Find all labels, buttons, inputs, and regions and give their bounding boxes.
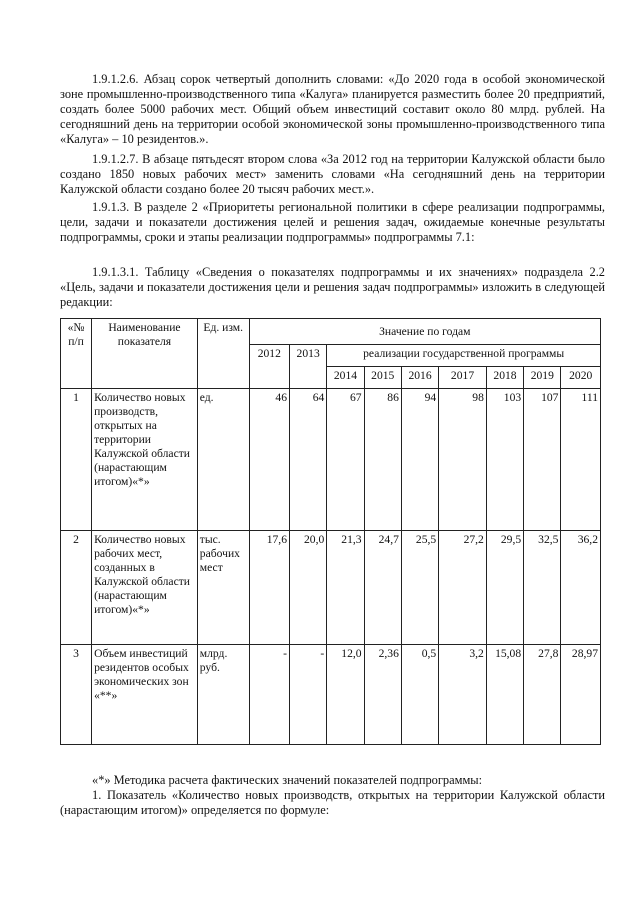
header-year-2017: 2017 — [439, 367, 487, 389]
paragraph-4: 1.9.1.3.1. Таблицу «Сведения о показателях подпрограммы и их значениях» подраздела 2.2 «Цель, задачи и показатели достижения цели и решения задач подпрограммы» изложить в следующей редакции: — [60, 265, 605, 309]
row-num: 2 — [61, 531, 92, 645]
footnote-1: «*» Методика расчета фактических значений показателей подпрограммы: — [92, 773, 483, 787]
row-name: Количество новых производств, открытых на территории Калужской области (нарастающим итогом)«*» — [92, 389, 198, 531]
table-row — [61, 531, 601, 645]
row-name: Количество новых рабочих мест, созданных в Калужской области (нарастающим итогом)«*» — [92, 531, 198, 645]
row-value: - — [290, 645, 327, 745]
row-value: 86 — [364, 389, 401, 531]
row-value: 28,97 — [561, 645, 601, 745]
row-value: 36,2 — [561, 531, 601, 645]
row-value: 27,8 — [524, 645, 561, 745]
row-value: 0,5 — [401, 645, 438, 745]
row-value: 25,5 — [401, 531, 438, 645]
header-num: «№ п/п — [61, 319, 92, 389]
indicators-table — [60, 318, 601, 745]
table-row — [61, 645, 601, 745]
row-num: 3 — [61, 645, 92, 745]
row-value: 17,6 — [249, 531, 289, 645]
row-value: 46 — [249, 389, 289, 531]
row-value: 27,2 — [439, 531, 487, 645]
row-value: 94 — [401, 389, 438, 531]
header-year-2013: 2013 — [290, 345, 327, 389]
row-unit: млрд. руб. — [197, 645, 249, 745]
row-value: 98 — [439, 389, 487, 531]
row-value: 15,08 — [486, 645, 523, 745]
footnote-2: 1. Показатель «Количество новых производств, открытых на территории Калужской области (нарастающим итогом)» определяется по формуле: — [60, 788, 605, 817]
row-value: 2,36 — [364, 645, 401, 745]
row-value: 107 — [524, 389, 561, 531]
row-value: - — [249, 645, 289, 745]
header-year-2015: 2015 — [364, 367, 401, 389]
table-row — [61, 389, 601, 531]
paragraph-1: 1.9.1.2.6. Абзац сорок четвертый дополнить словами: «До 2020 года в особой экономической зоне промышленно-производственного типа «Калуга» планируется разместить более 20 предприятий, создать более 5000 рабочих мест. Общий объем инвестиций составит около 80 млрд. рублей. На сегодняшний день на территории особой экономической зоны промышленно-производственного типа «Калуга» – 10 резидентов.». — [60, 72, 605, 146]
header-program: реализации государственной программы — [327, 345, 601, 367]
footnotes — [60, 773, 605, 818]
paragraph-2: 1.9.1.2.7. В абзаце пятьдесят втором слова «За 2012 год на территории Калужской области было создано 1850 новых рабочих мест» заменить словами «На сегодняшний день на территории Калужской области создано более 20 тысяч рабочих мест.». — [60, 152, 605, 196]
header-year-2019: 2019 — [524, 367, 561, 389]
row-value: 20,0 — [290, 531, 327, 645]
header-year-2012: 2012 — [249, 345, 289, 389]
header-values: Значение по годам — [249, 319, 600, 345]
row-unit: тыс. рабочих мест — [197, 531, 249, 645]
row-value: 111 — [561, 389, 601, 531]
row-value: 67 — [327, 389, 364, 531]
row-value: 64 — [290, 389, 327, 531]
row-name: Объем инвестиций резидентов особых экономических зон «**» — [92, 645, 198, 745]
row-value: 103 — [486, 389, 523, 531]
header-year-2016: 2016 — [401, 367, 438, 389]
header-unit: Ед. изм. — [197, 319, 249, 389]
header-year-2014: 2014 — [327, 367, 364, 389]
row-value: 24,7 — [364, 531, 401, 645]
paragraph-3: 1.9.1.3. В разделе 2 «Приоритеты региональной политики в сфере реализации подпрограммы, цели, задачи и показатели достижения целей и решения задач, ожидаемые конечные результаты подпрограммы, сроки и этапы реализации подпрограммы» подпрограммы 7.1: — [60, 200, 605, 244]
header-year-2020: 2020 — [561, 367, 601, 389]
header-name: Наименование показателя — [92, 319, 198, 389]
row-value: 29,5 — [486, 531, 523, 645]
header-year-2018: 2018 — [486, 367, 523, 389]
row-value: 32,5 — [524, 531, 561, 645]
row-num: 1 — [61, 389, 92, 531]
row-value: 3,2 — [439, 645, 487, 745]
row-unit: ед. — [197, 389, 249, 531]
row-value: 12,0 — [327, 645, 364, 745]
row-value: 21,3 — [327, 531, 364, 645]
